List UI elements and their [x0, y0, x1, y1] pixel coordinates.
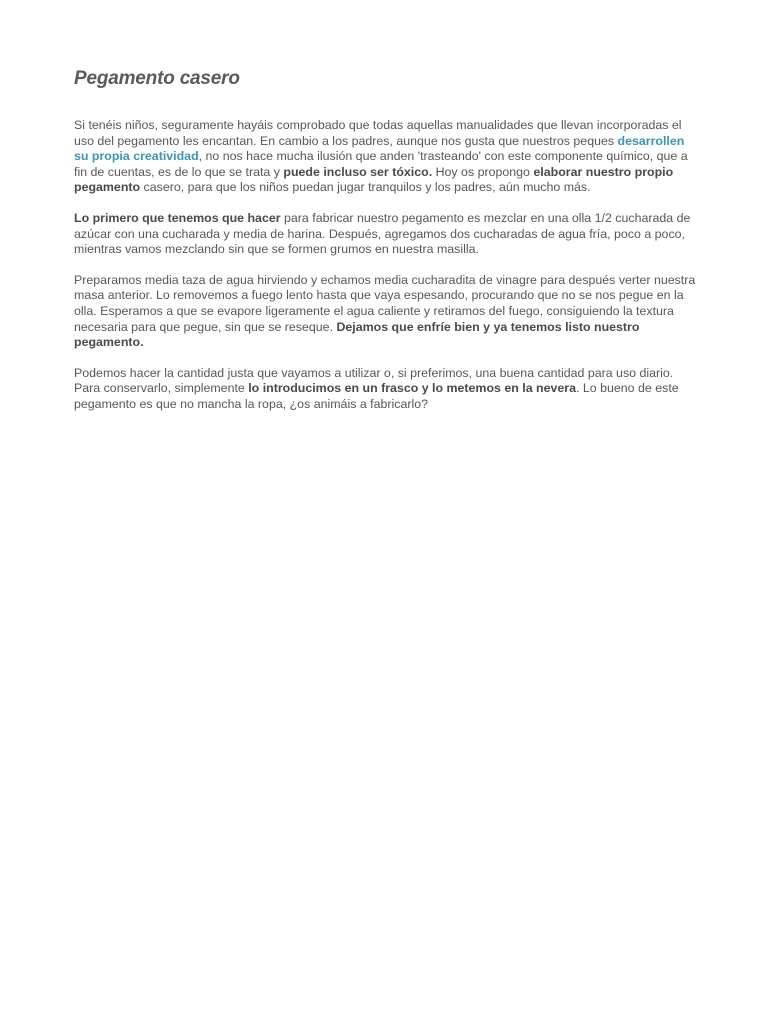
- paragraph-text: , no nos hace mucha ilusión que anden 'trasteando' con este componente químico, que a fin de cuentas, es de lo que se trata y: [74, 149, 688, 179]
- paragraph-step-one: [74, 211, 696, 258]
- paragraph-step-two: [74, 273, 696, 351]
- bold-text: lo introducimos en un frasco y lo metemos en la nevera: [248, 381, 576, 396]
- paragraph-text: Si tenéis niños, seguramente hayáis comprobado que todas aquellas manualidades que llevan incorporadas el uso del pegamento les encantan. En cambio a los padres, aunque nos gusta que nuestros peques: [74, 118, 682, 148]
- paragraph-text: . Lo bueno de este pegamento es que no mancha la ropa, ¿os animáis a fabricarlo?: [74, 381, 679, 411]
- page-title: Pegamento casero: [74, 68, 240, 89]
- paragraph-intro: [74, 118, 696, 196]
- bold-text: Lo primero que tenemos que hacer: [74, 210, 281, 225]
- paragraph-text: Podemos hacer la cantidad justa que vayamos a utilizar o, si preferimos, una buena cantidad para uso diario. Para conservarlo, simplemente: [74, 365, 674, 396]
- paragraph-text: casero, para que los niños puedan jugar tranquilos y los padres, aún mucho más.: [140, 180, 591, 195]
- paragraph-text: Hoy os propongo: [432, 164, 534, 179]
- document-page: [74, 66, 696, 428]
- paragraph-text: Preparamos media taza de agua hirviendo y echamos media cucharadita de vinagre para después verter nuestra masa anterior. Lo removemos a fuego lento hasta que vaya espesando, procurando que no se nos pegue en la olla. Esperamos a que se evapore ligeramente el agua caliente y retiramos del fuego, consiguiendo la textura necesaria para que pegue, sin que se reseque.: [74, 272, 696, 334]
- creativity-link[interactable]: desarrollen su propia creatividad: [74, 133, 685, 164]
- bold-text: Dejamos que enfríe bien y ya tenemos listo nuestro pegamento.: [74, 319, 640, 350]
- bold-text: elaborar nuestro propio pegamento: [74, 164, 674, 195]
- paragraph-text: para fabricar nuestro pegamento es mezclar en una olla 1/2 cucharada de azúcar con una cucharada y media de harina. Después, agregamos dos cucharadas de agua fría, poco a poco, mientras vamos mezclando sin que se formen grumos en nuestra masilla.: [74, 210, 691, 257]
- paragraph-conclusion: [74, 366, 696, 413]
- bold-text: puede incluso ser tóxico.: [283, 164, 433, 179]
